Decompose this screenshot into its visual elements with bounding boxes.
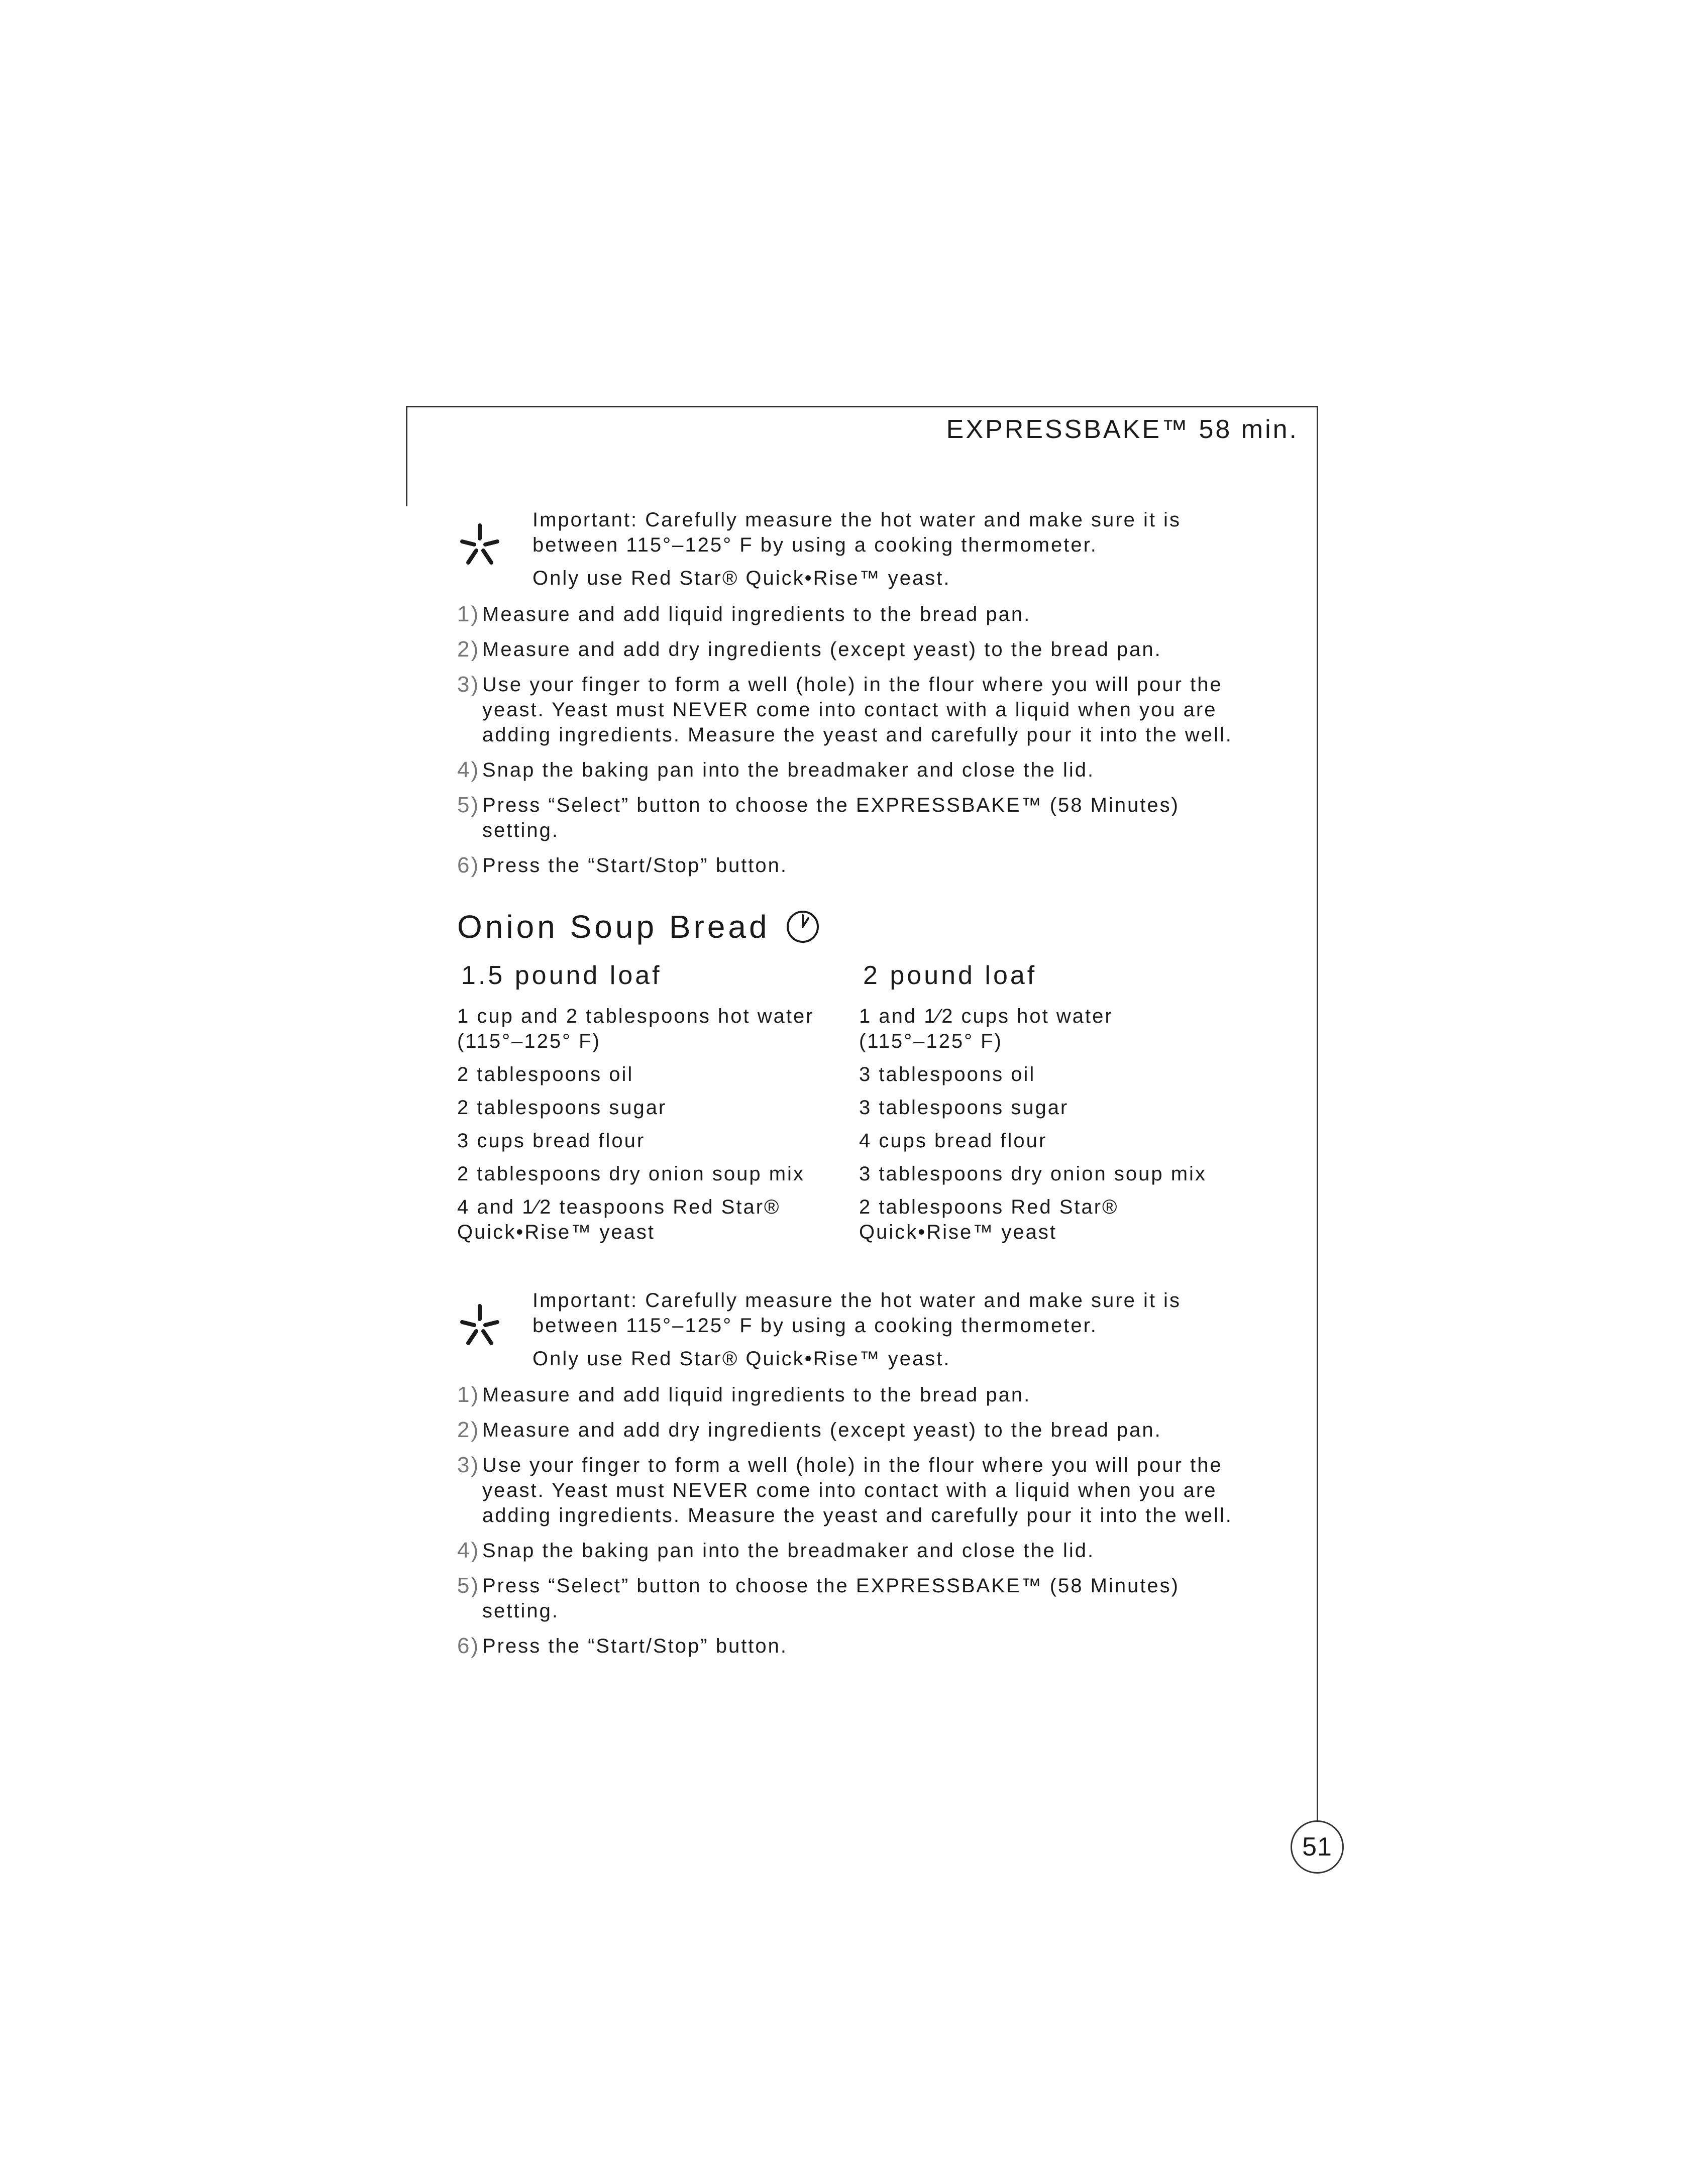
clock-icon [785, 909, 820, 944]
step-text: Press “Select” button to choose the EXPRESSBAKE™ (58 Minutes) setting. [482, 794, 1180, 841]
step-number: 5) [457, 1573, 480, 1598]
ingredient-item: 4 cups bread flour [859, 1130, 1047, 1152]
step-item [457, 853, 1261, 878]
ingredient-item: 2 tablespoons dry onion soup mix [457, 1163, 805, 1185]
ingredient-item: 2 tablespoons sugar [457, 1097, 667, 1119]
step-text: Measure and add dry ingredients (except yeast) to the bread pan. [482, 638, 1162, 661]
step-item [457, 672, 1261, 747]
step-item [457, 637, 1261, 662]
step-item [457, 1382, 1261, 1407]
page-number: 51 [1291, 1820, 1344, 1874]
ingredient-item: 3 cups bread flour [457, 1130, 646, 1152]
step-number: 3) [457, 1453, 480, 1477]
step-text: Snap the baking pan into the breadmaker and close the lid. [482, 759, 1095, 781]
column-heading: 2 pound loaf [863, 961, 1037, 990]
recipe-title [457, 908, 1261, 945]
ingredient-item: 1 cup and 2 tablespoons hot water (115°–125° F) [457, 1005, 814, 1052]
note-warning-text: Important: Carefully measure the hot water and make sure it is between 115°–125° F by using a cooking thermometer. [532, 1289, 1181, 1337]
step-text: Measure and add dry ingredients (except yeast) to the bread pan. [482, 1419, 1162, 1441]
ingredient-item: 2 tablespoons oil [457, 1063, 634, 1085]
ingredient-item: 3 tablespoons dry onion soup mix [859, 1163, 1207, 1185]
step-text: Use your finger to form a well (hole) in the flour where you will pour the yeast. Yeast must NEVER come into contact with a liquid when you are adding ingredients. Measure the yeast and carefully pour it into the well. [482, 1454, 1233, 1527]
steps-list-bottom [457, 1382, 1261, 1659]
frame-left-rule [406, 406, 407, 506]
page-content [457, 507, 1261, 1669]
step-item [457, 1538, 1261, 1563]
step-number: 4) [457, 1538, 480, 1563]
step-text: Press “Select” button to choose the EXPRESSBAKE™ (58 Minutes) setting. [482, 1575, 1180, 1622]
step-item [457, 757, 1261, 783]
step-number: 4) [457, 757, 480, 782]
important-note-bottom [457, 1288, 1261, 1371]
ingredients-column-2-lb [859, 960, 1261, 1253]
step-item [457, 1418, 1261, 1443]
column-heading: 1.5 pound loaf [461, 961, 662, 990]
step-text: Measure and add liquid ingredients to the bread pan. [482, 603, 1031, 625]
section-header-title: EXPRESSBAKE™ 58 min. [946, 415, 1299, 444]
step-text: Measure and add liquid ingredients to the bread pan. [482, 1384, 1031, 1406]
step-item [457, 793, 1261, 843]
step-number: 1) [457, 602, 480, 626]
step-number: 1) [457, 1382, 480, 1407]
note-warning-text: Important: Carefully measure the hot water and make sure it is between 115°–125° F by using a cooking thermometer. [532, 509, 1181, 556]
ingredient-item: 3 tablespoons oil [859, 1063, 1036, 1085]
ingredients-columns [457, 960, 1261, 1253]
ingredient-item: 4 and 1⁄2 teaspoons Red Star® Quick•Rise™ yeast [457, 1196, 781, 1243]
steps-list-top [457, 602, 1261, 878]
frame-top-rule [406, 406, 1318, 407]
step-item [457, 1633, 1261, 1659]
step-number: 6) [457, 853, 480, 878]
note-yeast-text: Only use Red Star® Quick•Rise™ yeast. [532, 1348, 951, 1370]
ingredient-item: 3 tablespoons sugar [859, 1097, 1069, 1119]
note-yeast-text: Only use Red Star® Quick•Rise™ yeast. [532, 567, 951, 589]
asterisk-icon [457, 1302, 502, 1347]
ingredient-item: 1 and 1⁄2 cups hot water (115°–125° F) [859, 1005, 1113, 1052]
step-item [457, 1573, 1261, 1623]
ingredient-item: 2 tablespoons Red Star® Quick•Rise™ yeast [859, 1196, 1119, 1243]
ingredients-column-1-5-lb [457, 960, 859, 1253]
step-number: 2) [457, 1418, 480, 1442]
step-number: 2) [457, 637, 480, 662]
step-number: 5) [457, 793, 480, 817]
step-item [457, 602, 1261, 627]
important-note-top [457, 507, 1261, 591]
asterisk-icon [457, 521, 502, 567]
step-number: 3) [457, 672, 480, 697]
step-number: 6) [457, 1633, 480, 1658]
recipe-title-text: Onion Soup Bread [457, 909, 770, 945]
step-text: Use your finger to form a well (hole) in the flour where you will pour the yeast. Yeast must NEVER come into contact with a liquid when you are adding ingredients. Measure the yeast and carefully pour it into the well. [482, 674, 1233, 746]
frame-right-rule [1317, 406, 1318, 1835]
step-text: Snap the baking pan into the breadmaker and close the lid. [482, 1540, 1095, 1562]
step-text: Press the “Start/Stop” button. [482, 1635, 788, 1657]
step-text: Press the “Start/Stop” button. [482, 854, 788, 877]
step-item [457, 1453, 1261, 1528]
